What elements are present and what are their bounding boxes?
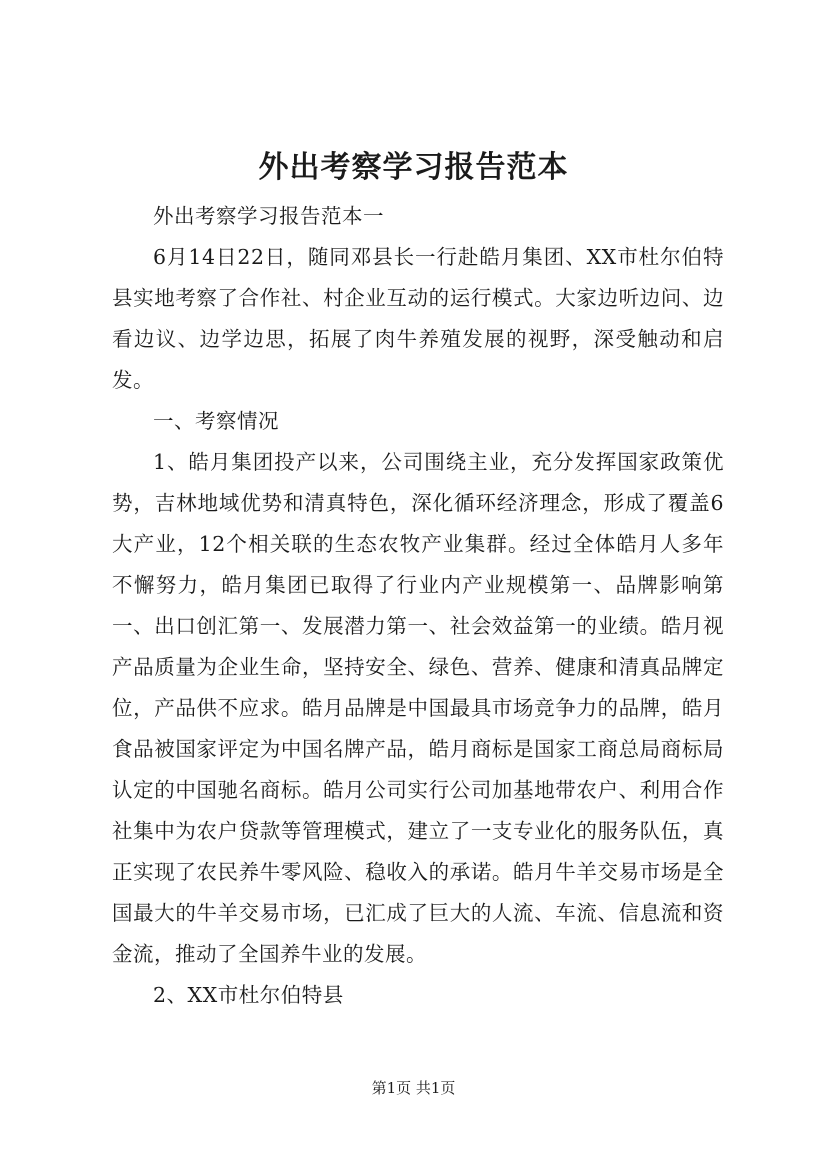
page-footer: 第1页 共1页 xyxy=(371,1079,456,1097)
paragraph-item-2: 2、XX市杜尔伯特县 xyxy=(153,983,344,1007)
paragraph-intro: 6月14日22日，随同邓县长一行赴皓月集团、XX市杜尔伯特县实地考察了合作社、村企业互动的运行模式。大家边听边问、边看边议、边学边思，拓展了肉牛养殖发展的视野，深受触动和启发。 xyxy=(112,245,724,392)
document-body xyxy=(112,196,724,1016)
paragraph-subtitle: 外出考察学习报告范本一 xyxy=(153,204,384,228)
paragraph-item-1: 1、皓月集团投产以来，公司围绕主业，充分发挥国家政策优势，吉林地域优势和清真特色，深化循环经济理念，形成了覆盖6大产业，12个相关联的生态农牧产业集群。经过全体皓月人多年不懈努力，皓月集团已取得了行业内产业规模第一、品牌影响第一、出口创汇第一、发展潜力第一、社会效益第一的业绩。皓月视产品质量为企业生命，坚持安全、绿色、营养、健康和清真品牌定位，产品供不应求。皓月品牌是中国最具市场竞争力的品牌，皓月食品被国家评定为中国名牌产品，皓月商标是国家工商总局商标局认定的中国驰名商标。皓月公司实行公司加基地带农户、利用合作社集中为农户贷款等管理模式，建立了一支专业化的服务队伍，真正实现了农民养牛零风险、稳收入的承诺。皓月牛羊交易市场是全国最大的牛羊交易市场，已汇成了巨大的人流、车流、信息流和资金流，推动了全国养牛业的发展。 xyxy=(112,450,724,966)
document-title: 外出考察学习报告范本 xyxy=(258,150,569,185)
paragraph-section-heading: 一、考察情况 xyxy=(153,409,279,433)
